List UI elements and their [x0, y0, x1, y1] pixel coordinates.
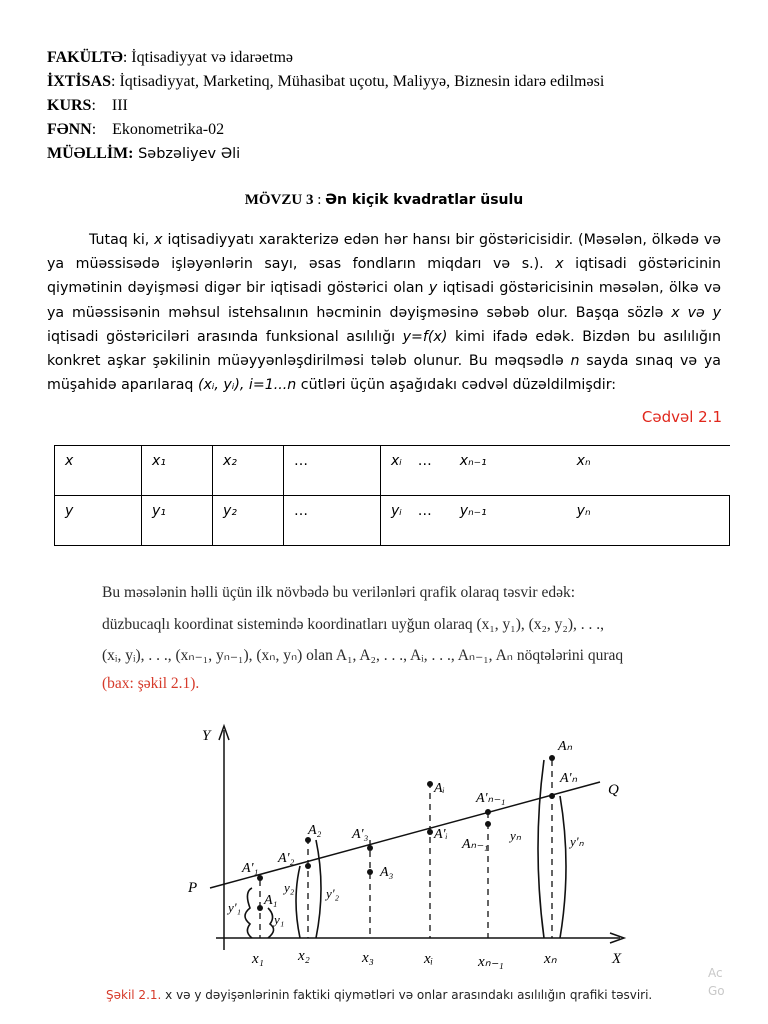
- topic-sep: :: [313, 192, 326, 208]
- table-cell: y₂: [213, 496, 284, 546]
- scan-line-3: (xᵢ, yᵢ), . . ., (xₙ₋₁, yₙ₋₁), (xₙ, yₙ) olan A₁, A₂, . . ., Aᵢ, . . ., Aₙ₋₁, Aₙ nöqtələrini quraq: [102, 647, 624, 664]
- regression-figure: [180, 720, 640, 980]
- axis-x-label: X: [612, 951, 622, 967]
- x-label: xₙ₋₁: [478, 954, 504, 970]
- specialty-line: [47, 72, 604, 92]
- y-label: yₙ: [510, 828, 521, 843]
- point-label: Aₙ: [558, 739, 573, 754]
- point-label: A₁: [264, 893, 278, 908]
- course-line: [47, 96, 128, 116]
- table-cell: y₁: [142, 496, 213, 546]
- y-label: y'₂: [326, 886, 340, 901]
- specialty-label: İXTİSAS: [47, 73, 112, 90]
- point-label: A'ₙ₋₁: [476, 791, 506, 806]
- y-label: y'ₙ: [570, 834, 584, 849]
- figure-caption: [106, 988, 652, 1002]
- activation-watermark-line1: Ac: [708, 966, 723, 980]
- teacher-value: Səbzəliyev Əli: [133, 146, 241, 162]
- subject-label: FƏNN: [47, 121, 92, 138]
- subject-value: : Ekonometrika-02: [91, 121, 225, 138]
- point-label: A'ᵢ: [434, 827, 448, 842]
- course-value: : III: [91, 97, 128, 114]
- x-label: xₙ: [544, 951, 557, 967]
- point-P-label: P: [188, 880, 198, 896]
- table-cell: x: [55, 446, 142, 496]
- y-label: y'₁: [228, 900, 242, 915]
- subject-line: [47, 120, 224, 140]
- table-cell: x₁: [142, 446, 213, 496]
- y-label: y₂: [284, 880, 295, 895]
- point-label: A'ₙ: [560, 771, 578, 786]
- scan-line-1: Bu məsələnin həlli üçün ilk növbədə bu verilənləri qrafik olaraq təsvir edək:: [102, 584, 576, 601]
- table-cell: yᵢ … yₙ₋₁ yₙ: [381, 496, 730, 546]
- table-cell: y: [55, 496, 142, 546]
- point-label: A'₃: [352, 827, 369, 842]
- x-label: xᵢ: [424, 951, 434, 967]
- x-label: x₁: [252, 951, 264, 967]
- x-label: x₃: [362, 950, 374, 966]
- point-Q-label: Q: [608, 782, 619, 798]
- figure-caption-text: x və y dəyişənlərinin faktiki qiymətləri və onlar arasındakı asılılığın qrafiki təsviri.: [161, 988, 653, 1002]
- axis-y-label: Y: [202, 728, 211, 744]
- point-label: A'₂: [278, 851, 295, 866]
- activation-watermark-line2: Go: [708, 984, 725, 998]
- scan-line-2: düzbucaqlı koordinat sistemində koordinatları uyğun olaraq (x₁, y₁), (x₂, y₂), . . .,: [102, 616, 605, 633]
- point-label: A₂: [308, 823, 322, 838]
- point-label: Aₙ₋₁: [462, 837, 489, 852]
- point-label: A'₁: [242, 861, 259, 876]
- faculty-line: [47, 48, 293, 68]
- intro-paragraph: Tutaq ki, x iqtisadiyyatı xarakterizə edən hər hansı bir göstəricisidir. (Məsələn, ölkədə və ya müəssisədə işləyənlərin sayı, əsas fondların miqdarı və s.). x iqtisadi göstəricinin qiymətinin dəyişməsi digər bir iqtisadi göstərici olan y iqtisadi göstəricisinin məsələn, ölkə və ya müəssisənin məhsul istehsalının həcminin dəyişməsinə səbəb olur. Başqa sözlə x və y iqtisadi göstəriciləri arasında funksional asılılığı y=f(x) kimi ifadə edək. Bizdən bu asılılığın konkret aşkar şəkilinin müəyyənləşdirilməsi tələb olunur. Bu məqsədlə n sayda sınaq və ya müşahidə aparılaraq (xᵢ, yᵢ), i=1...n cütləri üçün aşağıdakı cədvəl düzəldilmişdir:: [47, 232, 722, 394]
- table-cell: …: [284, 496, 381, 546]
- point-label: A₃: [380, 865, 394, 880]
- table-row: [55, 446, 730, 496]
- table-row: [55, 496, 730, 546]
- table-caption: Cədvəl 2.1: [641, 408, 722, 426]
- data-table: [54, 445, 730, 546]
- teacher-label: MÜƏLLİM:: [47, 145, 134, 162]
- table-cell: …: [284, 446, 381, 496]
- topic-title: Ən kiçik kvadratlar üsulu: [325, 192, 524, 208]
- scan-line-4: (bax: şəkil 2.1).: [102, 675, 200, 692]
- y-label: y₁: [274, 912, 285, 927]
- course-label: KURS: [47, 97, 92, 114]
- point-label: Aᵢ: [434, 781, 445, 796]
- specialty-value: : İqtisadiyyat, Marketinq, Mühasibat uçotu, Maliyyə, Biznesin idarə edilməsi: [111, 73, 605, 90]
- faculty-label: FAKÜLTƏ: [47, 49, 123, 66]
- x-label: x₂: [298, 948, 310, 964]
- table-cell: xᵢ … xₙ₋₁ xₙ: [381, 446, 730, 496]
- topic-heading: [0, 192, 768, 209]
- faculty-value: : İqtisadiyyat və idarəetmə: [122, 49, 293, 66]
- teacher-line: [47, 144, 240, 164]
- figure-caption-label: Şəkil 2.1.: [106, 988, 162, 1002]
- topic-label: MÖVZU 3: [244, 192, 314, 208]
- table-cell: x₂: [213, 446, 284, 496]
